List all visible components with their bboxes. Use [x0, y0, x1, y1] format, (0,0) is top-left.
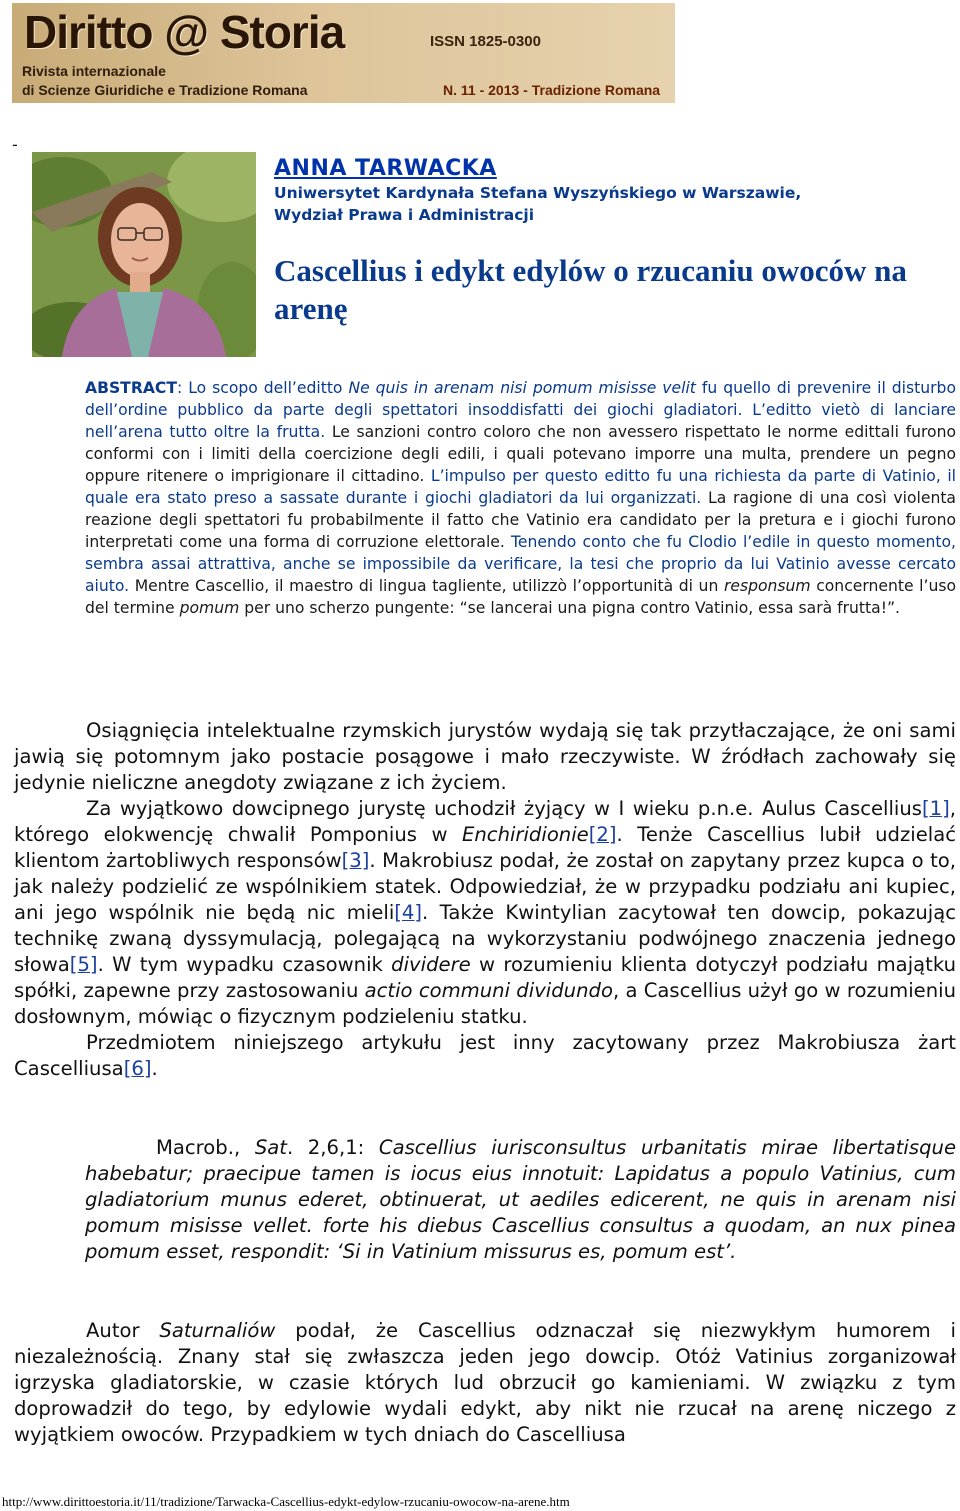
body-text-italic: dividere	[391, 953, 471, 976]
body-text: Za wyjątkowo dowcipnego jurystę uchodził żyjący w I wieku p.n.e. Aulus Cascellius	[86, 797, 922, 820]
author-photo	[32, 152, 256, 357]
body-text: . W tym wypadku czasownik	[97, 953, 392, 976]
journal-subtitle-line2: di Scienze Giuridiche e Tradizione Romana	[22, 82, 308, 98]
footnote-link[interactable]: [4]	[394, 901, 423, 924]
abstract-edict-title: Ne quis in arenam nisi pomum misisse velit	[348, 379, 696, 397]
article-title: Cascellius i edykt edylów o rzucaniu owoców na arenę	[274, 253, 907, 326]
body-paragraph	[14, 1030, 956, 1082]
footnote-link[interactable]: [1]	[922, 797, 950, 820]
body-paragraph: Osiągnięcia intelektualne rzymskich jurystów wydają się tak przytłaczające, że oni sami jawią się potomnym jako postacie posągowe i mało rzeczywiste. W źródłach zachowały się jedynie nieliczne anegdoty związane z ich życiem.	[14, 719, 956, 794]
abstract-text-italic: pomum	[179, 599, 240, 617]
page-dash: -	[12, 135, 18, 154]
journal-logo: Diritto @ Storia	[24, 6, 345, 58]
body-text: podał, że Cascellius odznaczał się niezwykłym humorem i niezależnością. Znany stał się zwłaszcza jeden jego dowcip. Otóż Vatinius zorganizował igrzyska gladiatorskie, w czasie których lud obrzucił go kamieniami. W związku z tym doprowadził do tego, by edylowie wydali edykt, aby nikt nie rzucał na arenę niczego z wyjątkiem owoców. Przypadkiem w tych dniach do Cascelliusa	[14, 1319, 956, 1446]
quotation-source: Macrob.,	[156, 1136, 255, 1159]
body-text: . Także Kwintylian zacytował ten dowcip, pokazując technikę zwaną dyssymulacją, polegającą na wykorzystaniu podwójnego znaczenia jednego słowa	[14, 901, 957, 976]
body-text-italic: Enchiridionie	[462, 823, 589, 846]
body-text-italic: Saturnaliów	[159, 1319, 276, 1342]
body-text: . Tenże Cascellius lubił udzielać klientom żartobliwych responsów	[14, 823, 956, 872]
abstract-label: ABSTRACT	[85, 379, 177, 397]
body-text: , którego elokwencję chwalił Pomponius w	[14, 797, 956, 846]
body-text: Przedmiotem niniejszego artykułu jest inny zacytowany przez Makrobiusza żart Cascelliusa	[14, 1031, 956, 1080]
journal-banner	[12, 3, 675, 103]
body-text: .	[151, 1057, 158, 1080]
body-paragraph	[14, 796, 956, 1030]
footnote-link[interactable]: [2]	[588, 823, 617, 846]
journal-subtitle-line1: Rivista internazionale	[22, 63, 166, 79]
abstract-text: Tenendo conto che fu Clodio l’edile in questo momento, sembra assai attrattiva, anche se impossibile da verificare, la tesi che proprio da lui Vatinio avesse cercato aiuto.	[85, 533, 956, 595]
abstract	[85, 377, 956, 619]
page-url-footer: http://www.dirittoestoria.it/11/tradizione/Tarwacka-Cascellius-edykt-edylow-rzucaniu-owocow-na-arene.htm	[2, 1494, 570, 1509]
footnote-link[interactable]: [5]	[69, 953, 98, 976]
abstract-text: fu quello di prevenire il disturbo dell’ordine pubblico da parte degli spettatori insoddisfatti dei giochi gladiatori. L’editto vietò di lanciare nell’arena tutto oltre la frutta.	[85, 379, 956, 441]
abstract-text-italic: responsum	[723, 577, 811, 595]
issn-label: ISSN 1825-0300	[430, 33, 541, 50]
quotation-source-italic: Sat	[254, 1136, 287, 1159]
issue-label: N. 11 - 2013 - Tradizione Romana	[443, 82, 661, 98]
author-name-link[interactable]: ANNA TARWACKA	[274, 156, 497, 181]
body-text: w rozumieniu klienta dotyczył podziału majątku spółki, zapewne przy zastosowaniu	[14, 953, 956, 1002]
latin-quotation	[85, 1135, 956, 1265]
body-text-italic: actio communi dividundo	[364, 979, 613, 1002]
quotation-source: . 2,6,1:	[286, 1136, 379, 1159]
footnote-link[interactable]: [3]	[341, 849, 370, 872]
body-text: . Makrobiusz podał, że został on zapytany przez kupca o to, jak należy podzielić ze wspólnikiem statek. Odpowiedział, że w przypadku podziału ani kupiec, ani jego wspólnik nie będą nic mieli	[14, 849, 956, 924]
abstract-text: Le sanzioni contro coloro che non avessero rispettato le norme edittali furono conformi con i limiti della coercizione degli edili, i quali potevano imporre una multa, prendere un pegno oppure ritenere o imprigionare il cittadino.	[85, 423, 956, 485]
body-paragraph	[14, 1318, 956, 1448]
article-body	[14, 718, 956, 1082]
abstract-text: Mentre Cascellio, il maestro di lingua tagliente, utilizzò l’opportunità di un	[129, 577, 724, 595]
quotation-text: Cascellius iurisconsultus urbanitatis mirae libertatisque habebatur; praecipue tamen is iocus eius innotuit: Lapidatus a populo Vatinius, cum gladiatorium munus ederet, obtinuerat, ut aediles edicerent, ne quis in arenam nisi pomum misisse vellet. forte his diebus Cascellius consultus a quodam, an nux pinea pomum esset, respondit: ‘Si in Vatinium missurus es, pomum est’.	[85, 1136, 956, 1263]
author-affiliation-line2: Wydział Prawa i Administracji	[274, 206, 535, 224]
abstract-text: per uno scherzo pungente: “se lancerai una pigna contro Vatinio, essa sarà frutta!”.	[239, 599, 900, 617]
abstract-text: La ragione di una così violenta reazione degli spettatori fu probabilmente il fatto che Vatinio era candidato per la pretura e i giochi furono interpretati come una forma di corruzione elettorale.	[85, 489, 956, 551]
footnote-link[interactable]: [6]	[123, 1057, 152, 1080]
abstract-text: : Lo scopo dell’editto	[176, 379, 349, 397]
body-text: , a Cascellius użył go w rozumieniu dosłownym, mówiąc o fizycznym podzieleniu statku.	[14, 979, 956, 1028]
body-text: Autor	[86, 1319, 160, 1342]
abstract-text: L’impulso per questo editto fu una richiesta da parte di Vatinio, il quale era stato preso a sassate durante i giochi gladiatori da lui organizzati.	[85, 467, 956, 507]
article-body-continued	[14, 1318, 956, 1448]
quotation-paragraph	[85, 1135, 956, 1265]
author-affiliation-line1: Uniwersytet Kardynała Stefana Wyszyńskiego w Warszawie,	[274, 184, 802, 202]
abstract-text: concernente l’uso del termine	[85, 577, 956, 617]
